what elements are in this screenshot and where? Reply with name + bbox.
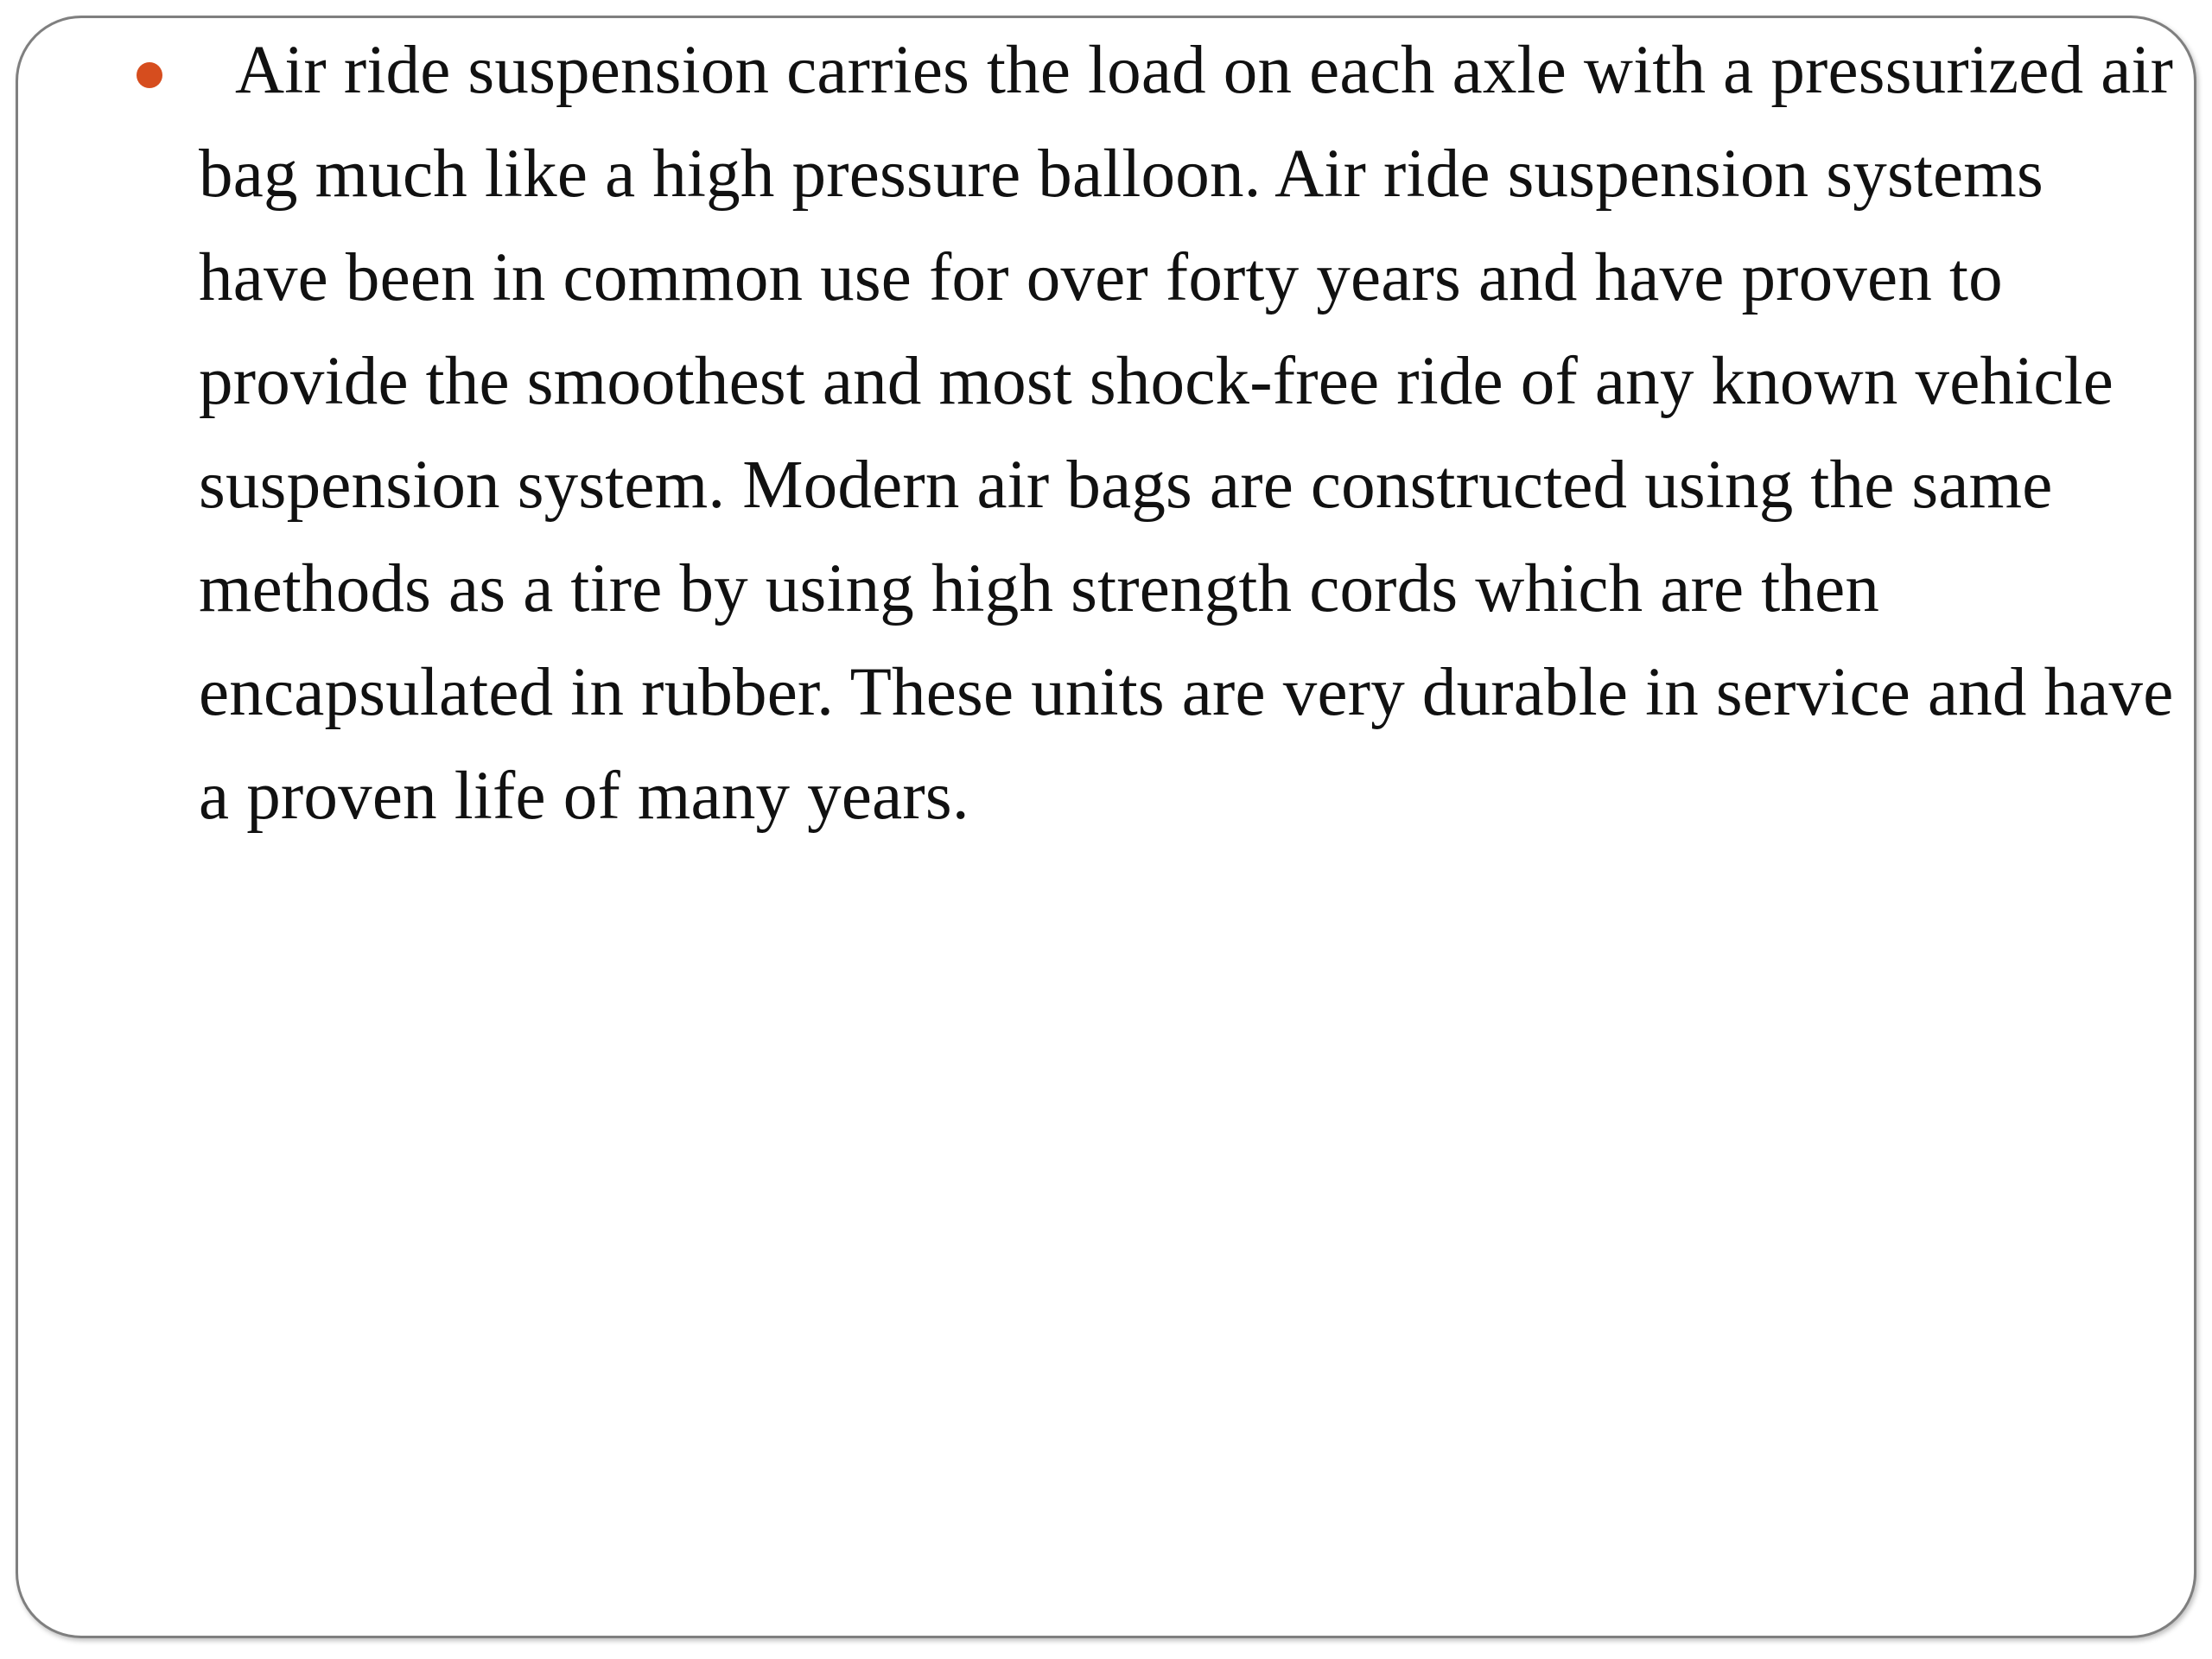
bullet-text: Air ride suspension carries the load on each axle with a pressurized air bag much like a high pressure balloon. Air ride suspension systems have been in common use for over forty years and have proven to provide the smoothest and most shock-free ride of any known vehicle suspension system. Modern air bags are constructed using the same methods as a tire by using high strength cords which are then encapsulated in rubber. These units are very durable in service and have a proven life of many years. [199,33,2174,834]
bullet-dot-icon [137,62,162,88]
bullet-item [199,19,2177,849]
slide-content [199,19,2177,849]
